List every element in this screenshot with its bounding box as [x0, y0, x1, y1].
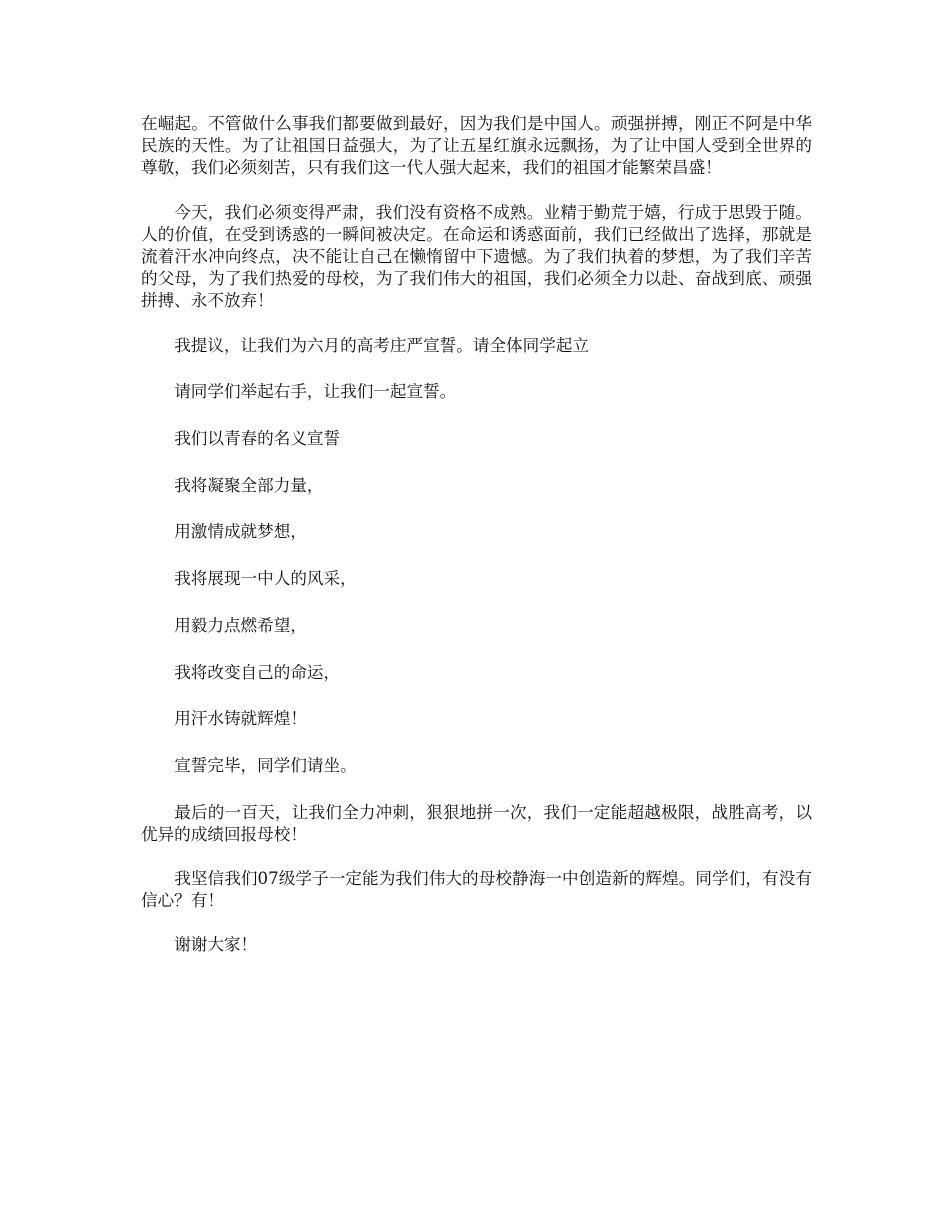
paragraph-proposal: 我提议，让我们为六月的高考庄严宣誓。请全体同学起立 — [174, 335, 590, 355]
oath-line: 用激情成就梦想， — [174, 522, 307, 542]
oath-line: 我将改变自己的命运， — [174, 662, 341, 682]
paragraph-confidence: 我坚信我们07级学子一定能为我们伟大的母校静海一中创造新的辉煌。同学们，有没有信心？有！ — [141, 869, 812, 911]
oath-line: 用汗水铸就辉煌！ — [174, 709, 307, 729]
paragraph-resolve: 今天，我们必须变得严肃，我们没有资格不成熟。业精于勤荒于嬉，行成于思毁于随。人的价值，在受到诱惑的一瞬间被决定。在命运和诱惑面前，我们已经做出了选择，那就是流着汗水冲向终点，决不能让自己在懒惰留中下遗憾。为了我们执着的梦想，为了我们辛苦的父母，为了我们热爱的母校，为了我们伟大的祖国，我们必须全力以赴、奋战到底、顽强拼搏、永不放弃！ — [141, 202, 812, 311]
paragraph-thanks: 谢谢大家！ — [174, 935, 258, 955]
oath-line: 我将凝聚全部力量， — [174, 475, 324, 495]
oath-line: 我们以青春的名义宣誓 — [174, 429, 341, 449]
paragraph-oath-end: 宣誓完毕，同学们请坐。 — [174, 755, 357, 775]
oath-line: 用毅力点燃希望， — [174, 615, 307, 635]
paragraph-raise-hand: 请同学们举起右手，让我们一起宣誓。 — [174, 382, 457, 402]
paragraph-continued: 在崛起。不管做什么事我们都要做到最好，因为我们是中国人。顽强拼搏，刚正不阿是中华民族的天性。为了让祖国日益强大，为了让五星红旗永远飘扬，为了让中国人受到全世界的尊敬，我们必须刻苦，只有我们这一代人强大起来，我们的祖国才能繁荣昌盛！ — [141, 114, 812, 178]
paragraph-final-sprint: 最后的一百天，让我们全力冲刺，狠狠地拼一次，我们一定能超越极限，战胜高考，以优异的成绩回报母校！ — [141, 802, 812, 844]
oath-line: 我将展现一中人的风采， — [174, 569, 357, 589]
